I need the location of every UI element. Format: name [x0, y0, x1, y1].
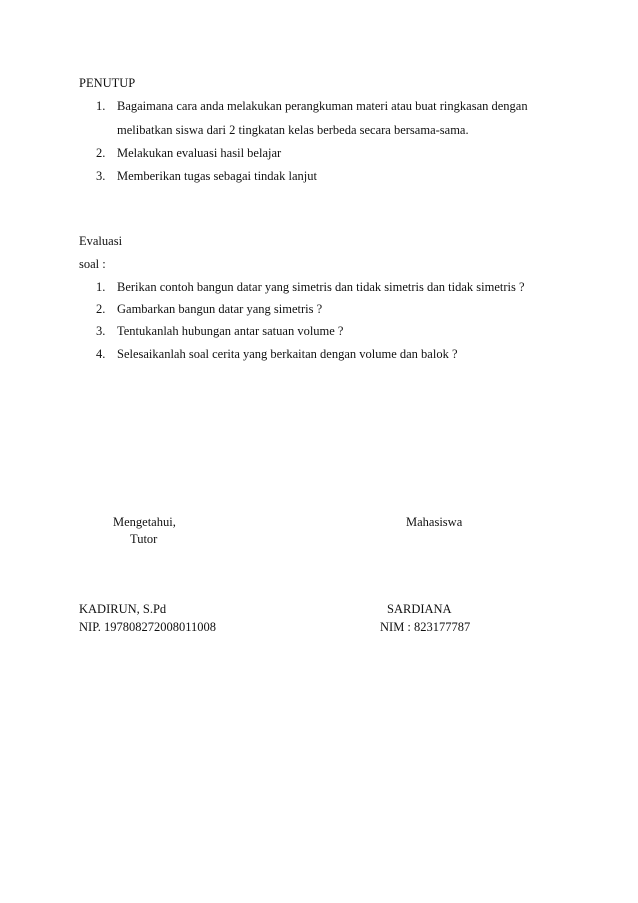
closing-item-3: Memberikan tugas sebagai tindak lanjut	[117, 169, 317, 183]
evaluation-item-4: Selesaikanlah soal cerita yang berkaitan dengan volume dan balok ?	[117, 347, 458, 361]
student-nim: NIM : 823177787	[380, 620, 471, 634]
closing-item-1-line2: melibatkan siswa dari 2 tingkatan kelas berbeda secara bersama-sama.	[117, 123, 469, 137]
closing-item-number: 2.	[96, 146, 106, 160]
closing-item-1-line1: Bagaimana cara anda melakukan perangkuman materi atau buat ringkasan dengan	[117, 99, 528, 113]
closing-item-number: 1.	[96, 99, 106, 113]
evaluation-item-2: Gambarkan bangun datar yang simetris ?	[117, 302, 323, 316]
closing-item-2: Melakukan evaluasi hasil belajar	[117, 146, 282, 160]
student-name: SARDIANA	[387, 602, 452, 616]
evaluation-item-number: 2.	[96, 302, 106, 316]
tutor-role: Tutor	[130, 532, 158, 546]
evaluation-item-number: 4.	[96, 347, 106, 361]
evaluation-item-1: Berikan contoh bangun datar yang simetris dan tidak simetris dan tidak simetris ?	[117, 280, 525, 294]
evaluation-item-number: 1.	[96, 280, 106, 294]
evaluation-subheading: soal :	[79, 257, 106, 271]
closing-heading: PENUTUP	[79, 76, 136, 90]
student-role: Mahasiswa	[406, 515, 463, 529]
evaluation-item-3: Tentukanlah hubungan antar satuan volume ?	[117, 324, 344, 338]
evaluation-item-number: 3.	[96, 324, 106, 338]
closing-item-number: 3.	[96, 169, 106, 183]
acknowledged-label: Mengetahui,	[113, 515, 176, 529]
tutor-nip: NIP. 197808272008011008	[79, 620, 217, 634]
tutor-name: KADIRUN, S.Pd	[79, 602, 167, 616]
evaluation-heading: Evaluasi	[79, 234, 123, 248]
